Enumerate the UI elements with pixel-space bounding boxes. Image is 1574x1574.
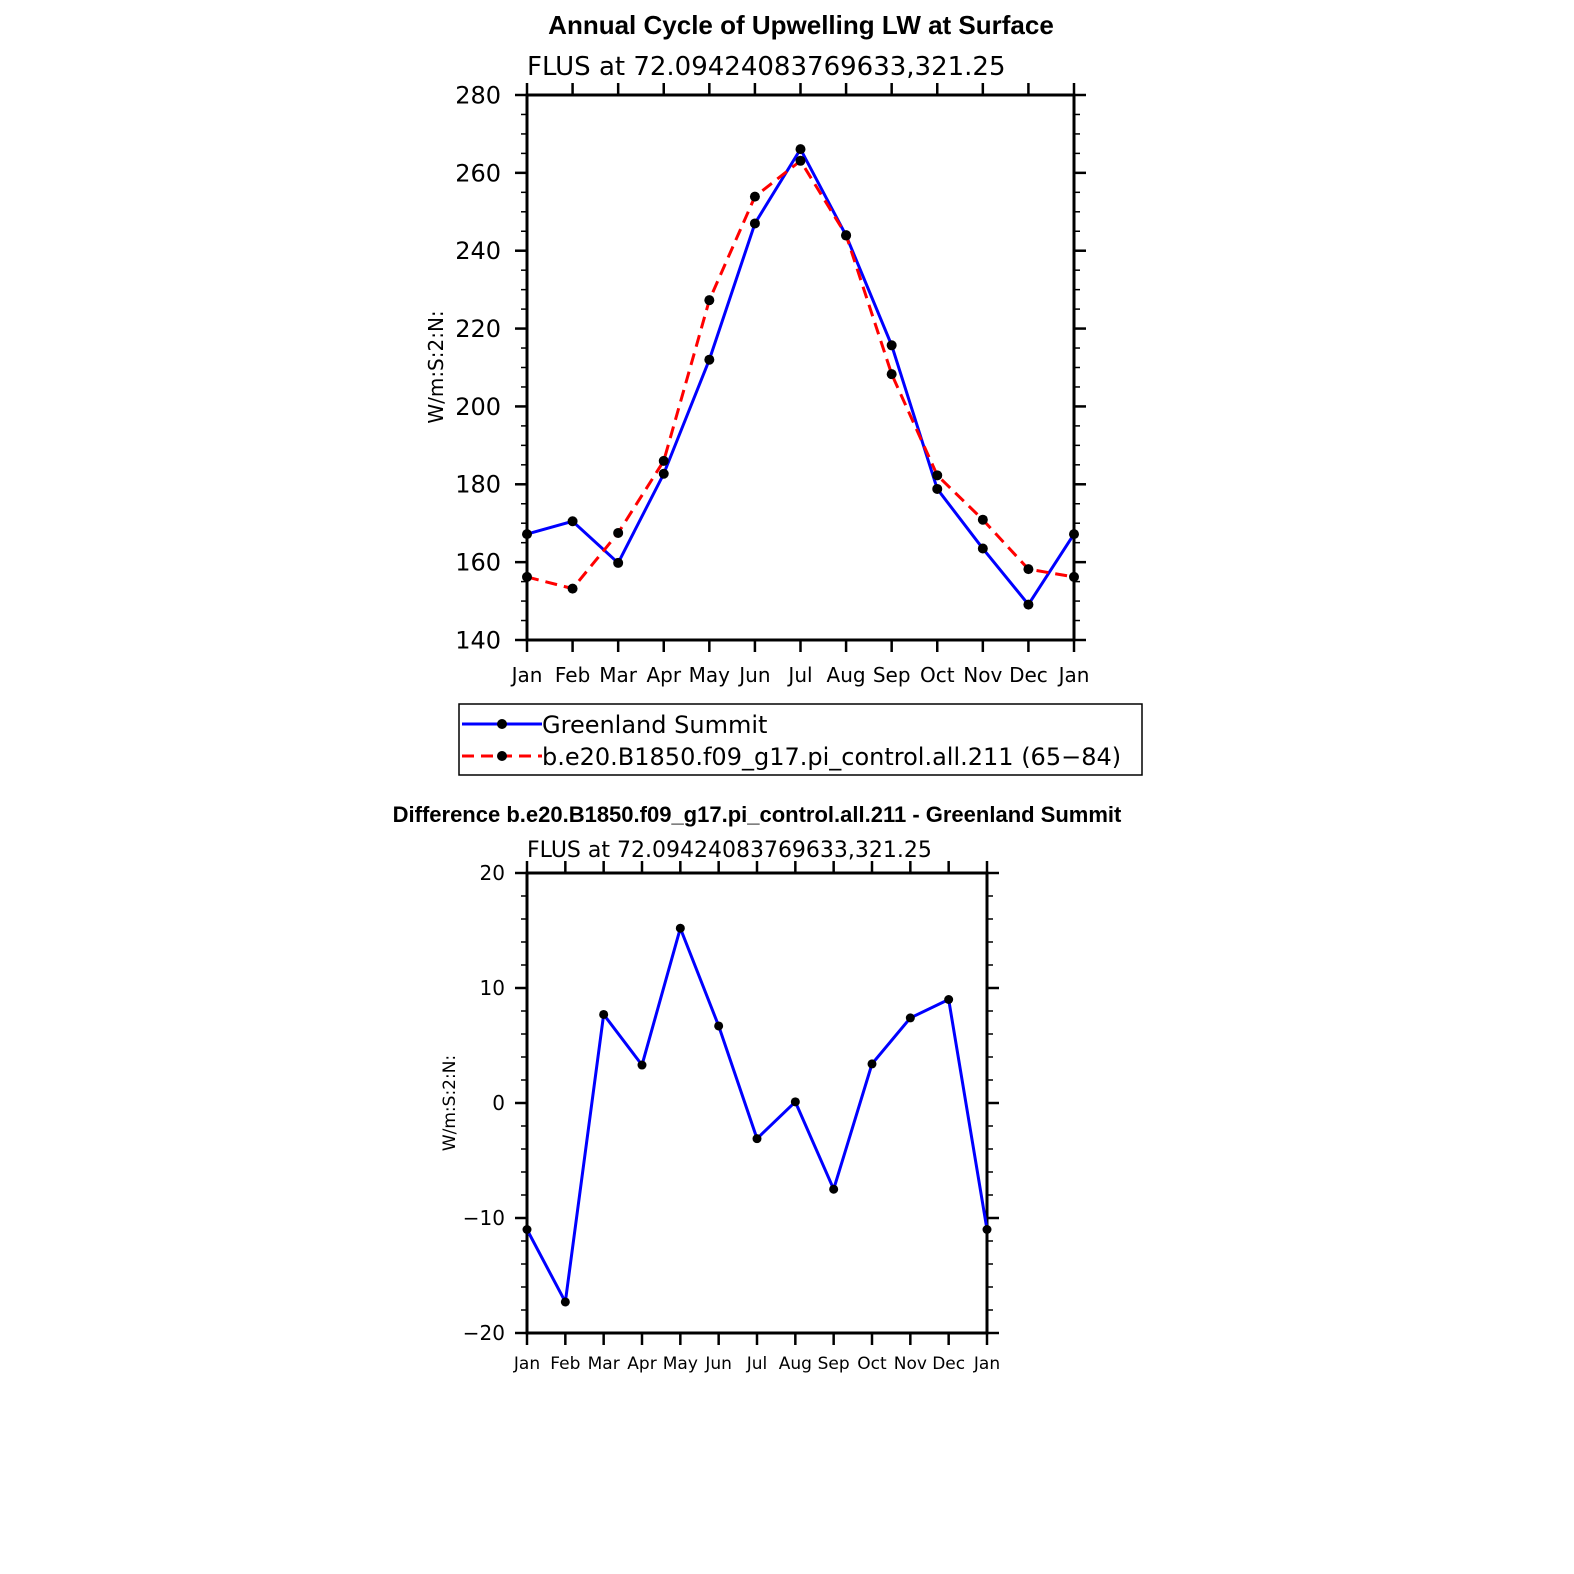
y-tick-label: 260 — [455, 159, 501, 188]
series-line-1 — [527, 161, 1074, 589]
series-line-0 — [527, 928, 987, 1302]
y-axis-label: W/m:S:2:N: — [440, 1054, 460, 1152]
data-point-1 — [568, 584, 578, 594]
plot-series — [523, 924, 992, 1307]
data-point-0 — [613, 558, 623, 568]
x-tick-label: Apr — [627, 1354, 657, 1374]
data-point-0 — [753, 1134, 762, 1143]
y-tick-label: −20 — [462, 1321, 505, 1345]
y-tick-label: 10 — [479, 976, 505, 1000]
data-point-1 — [613, 528, 623, 538]
data-point-0 — [676, 924, 685, 933]
data-point-1 — [887, 369, 897, 379]
data-point-1 — [796, 156, 806, 166]
y-tick-label: 280 — [455, 81, 501, 110]
x-tick-label: Mar — [587, 1354, 620, 1374]
data-point-1 — [1023, 564, 1033, 574]
data-point-1 — [522, 572, 532, 582]
x-tick-label: Feb — [550, 1354, 581, 1374]
x-tick-label: Aug — [826, 663, 866, 687]
data-point-1 — [932, 470, 942, 480]
y-tick-label: 0 — [492, 1091, 505, 1115]
data-point-1 — [704, 295, 714, 305]
x-tick-label: Jun — [739, 663, 771, 687]
legend-label-model: b.e20.B1850.f09_g17.pi_control.all.211 (65−84) — [542, 743, 1122, 771]
data-point-1 — [841, 230, 851, 240]
data-point-1 — [750, 192, 760, 202]
x-tick-label: Sep — [817, 1354, 850, 1374]
data-point-0 — [791, 1097, 800, 1106]
plot-border — [527, 873, 987, 1333]
x-tick-label: Nov — [893, 1354, 927, 1374]
data-point-1 — [659, 456, 669, 466]
x-tick-label: Sep — [872, 663, 911, 687]
series-line-0 — [527, 149, 1074, 604]
y-tick-label: 200 — [455, 392, 501, 421]
difference-chart — [393, 802, 1122, 1374]
x-tick-label: Jan — [511, 663, 543, 687]
x-tick-label: May — [688, 663, 731, 687]
plot-frame — [455, 81, 1089, 687]
y-tick-label: 20 — [479, 861, 505, 885]
chart-subtitle: FLUS at 72.09424083769633,321.25 — [527, 52, 1006, 82]
data-point-0 — [599, 1010, 608, 1019]
x-tick-label: Oct — [857, 1354, 887, 1374]
data-point-0 — [932, 484, 942, 494]
data-point-0 — [906, 1013, 915, 1022]
data-point-0 — [638, 1061, 647, 1070]
legend-marker-greenland-summit — [497, 719, 507, 729]
annual-cycle-chart — [424, 10, 1142, 775]
x-tick-label: Oct — [919, 663, 955, 687]
legend — [459, 704, 1142, 775]
data-point-0 — [983, 1225, 992, 1234]
legend-label-greenland-summit: Greenland Summit — [542, 711, 768, 739]
data-point-1 — [1069, 572, 1079, 582]
y-axis-label: W/m:S:2:N: — [424, 310, 448, 424]
x-tick-label: Jul — [788, 663, 813, 687]
chart-title: Difference b.e20.B1850.f09_g17.pi_control.all.211 - Greenland Summit — [392, 802, 1122, 827]
x-tick-label: Feb — [554, 663, 591, 687]
y-tick-label: −10 — [462, 1206, 505, 1230]
x-tick-label: May — [662, 1354, 698, 1374]
x-tick-label: Mar — [599, 663, 638, 687]
y-tick-label: 160 — [455, 548, 501, 577]
x-tick-label: Dec — [932, 1354, 966, 1374]
data-point-0 — [523, 1225, 532, 1234]
x-tick-label: Jul — [746, 1354, 768, 1374]
x-tick-label: Jan — [1058, 663, 1090, 687]
data-point-0 — [704, 355, 714, 365]
legend-marker-model — [497, 751, 507, 761]
data-point-0 — [568, 516, 578, 526]
chart-title: Annual Cycle of Upwelling LW at Surface — [548, 10, 1054, 40]
data-point-0 — [1023, 600, 1033, 610]
y-tick-label: 140 — [455, 626, 501, 655]
data-point-0 — [868, 1059, 877, 1068]
data-point-0 — [750, 218, 760, 228]
x-tick-label: Jan — [513, 1354, 541, 1374]
data-point-0 — [796, 144, 806, 154]
x-tick-label: Jan — [973, 1354, 1001, 1374]
data-point-0 — [561, 1297, 570, 1306]
data-point-0 — [944, 995, 953, 1004]
data-point-0 — [887, 340, 897, 350]
data-point-0 — [659, 469, 669, 479]
plot-frame — [463, 861, 1000, 1374]
data-point-0 — [714, 1021, 723, 1030]
data-point-0 — [978, 544, 988, 554]
y-tick-label: 220 — [455, 314, 501, 343]
y-tick-label: 180 — [455, 470, 501, 499]
x-tick-label: Aug — [778, 1354, 812, 1374]
y-tick-label: 240 — [455, 237, 501, 266]
plot-series — [522, 144, 1079, 609]
data-point-1 — [978, 515, 988, 525]
data-point-0 — [522, 529, 532, 539]
x-tick-label: Nov — [963, 663, 1003, 687]
x-tick-label: Dec — [1009, 663, 1048, 687]
chart-subtitle: FLUS at 72.09424083769633,321.25 — [527, 838, 932, 863]
x-tick-label: Apr — [646, 663, 682, 687]
x-tick-label: Jun — [705, 1354, 732, 1374]
data-point-0 — [1069, 529, 1079, 539]
data-point-0 — [829, 1185, 838, 1194]
